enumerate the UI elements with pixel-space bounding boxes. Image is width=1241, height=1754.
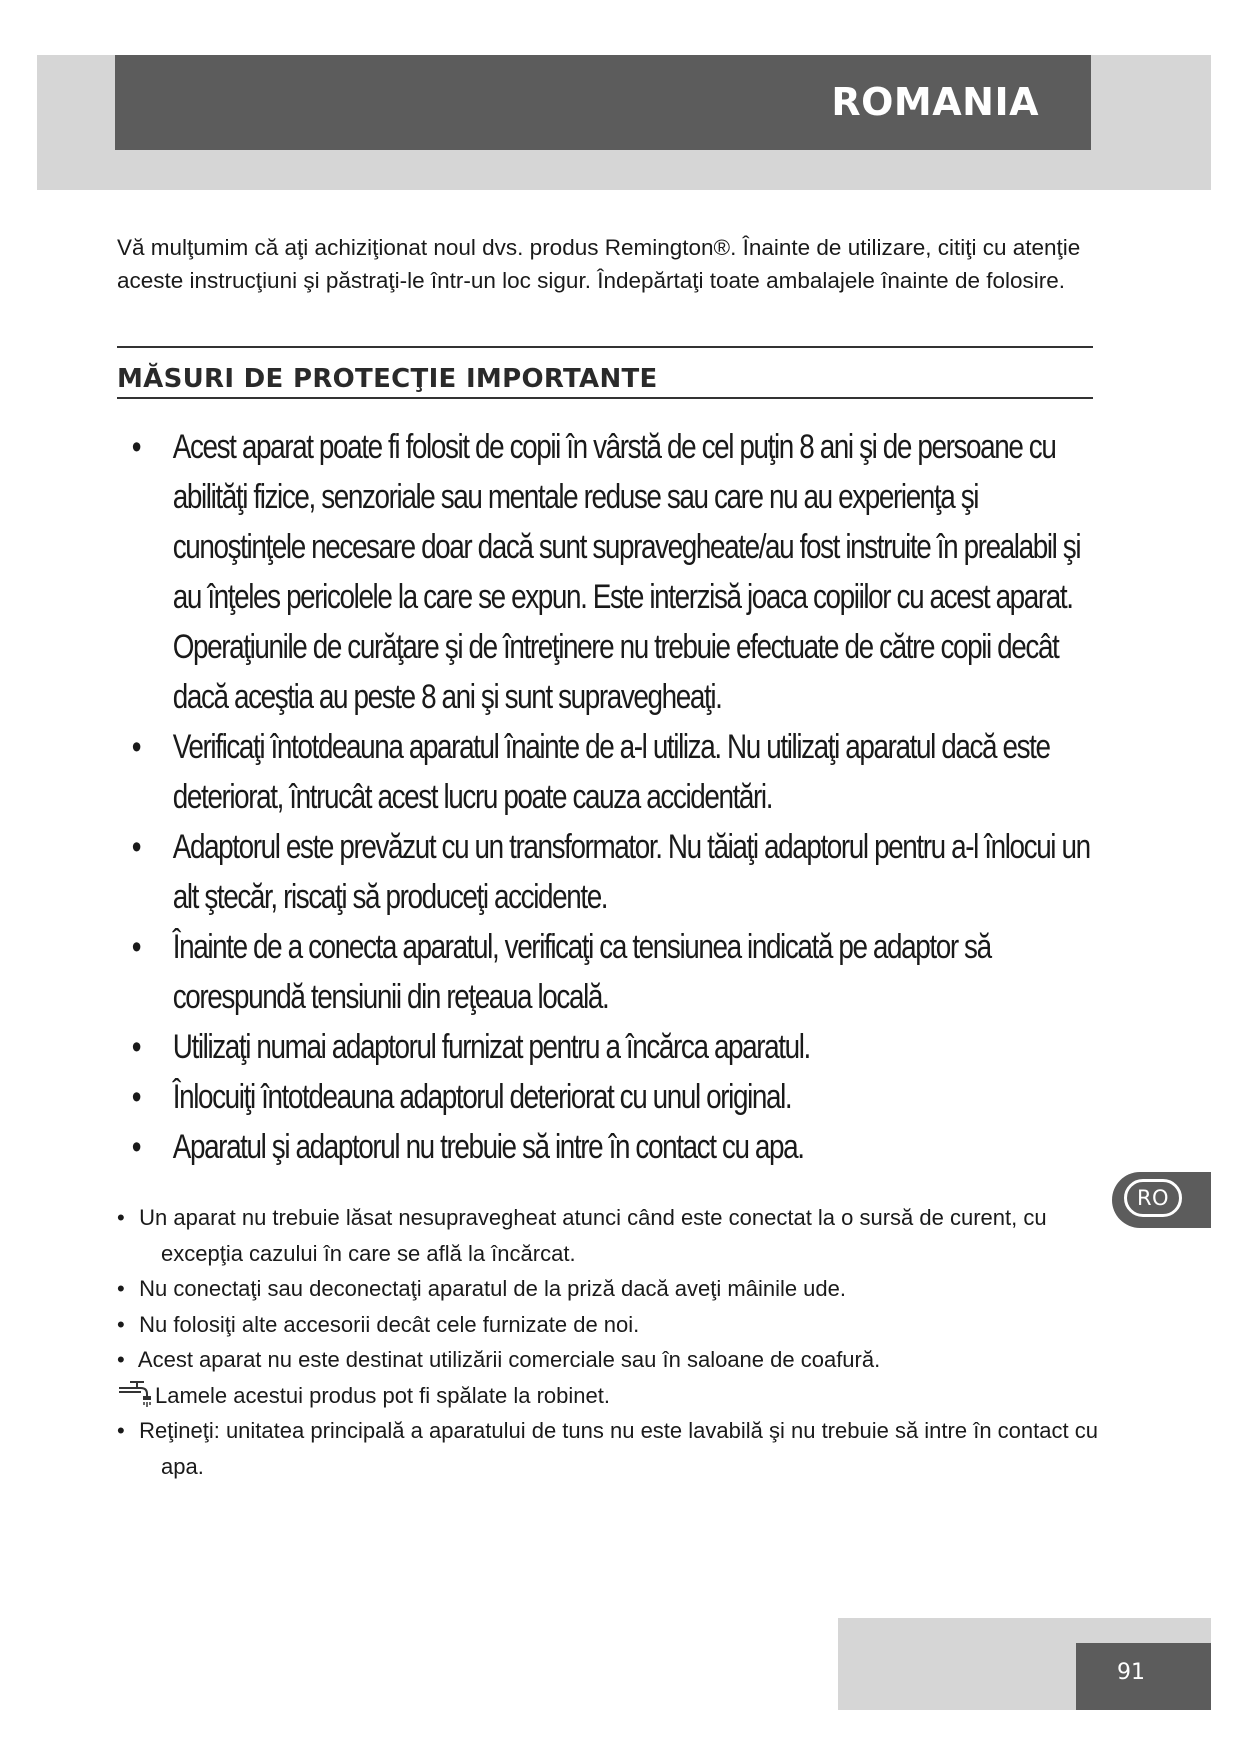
bullet-icon: •	[131, 1028, 142, 1066]
heading-top-rule	[117, 346, 1093, 348]
intro-paragraph: Vă mulţumim că aţi achiziţionat noul dvs. produs Remington®. Înainte de utilizare, citiţi cu atenţie aceste instrucţiuni şi păstraţi-le într-un loc sigur. Îndepărtaţi toate ambalajele înainte de folosire.	[117, 235, 1081, 293]
footer-page-box	[1076, 1643, 1211, 1710]
section-heading: MĂSURI DE PROTECŢIE IMPORTANTE	[117, 364, 658, 394]
list-item: • Înainte de a conecta aparatul, verificaţi ca tensiunea indicată pe adaptor să corespundă tensiunii din reţeaua locală.	[117, 922, 1101, 1022]
list-item: • Înlocuiţi întotdeauna adaptorul deteriorat cu unul original.	[117, 1072, 1101, 1122]
bullet-icon: •	[117, 1276, 125, 1301]
list-item: • Nu conectaţi sau deconectaţi aparatul de la priză dacă aveţi mâinile ude.	[117, 1271, 1107, 1307]
bullet-icon: •	[117, 1418, 125, 1443]
bullet-icon: •	[117, 1205, 125, 1230]
list-item: • Verificaţi întotdeauna aparatul înainte de a-l utiliza. Nu utilizaţi aparatul dacă este deteriorat, întrucât acest lucru poate cauza accidentări.	[117, 722, 1101, 822]
header-bar	[115, 55, 1091, 150]
list-item: • Adaptorul este prevăzut cu un transformator. Nu tăiaţi adaptorul pentru a-l înlocui un alt ştecăr, riscaţi să produceţi accidente.	[117, 822, 1101, 922]
list-item: • Acest aparat nu este destinat utilizării comerciale sau în saloane de coafură.	[117, 1342, 1107, 1378]
list-item: • Acest aparat poate fi folosit de copii în vârstă de cel puţin 8 ani şi de persoane cu abilităţi fizice, senzoriale sau mentale reduse sau care nu au experienţa şi cunoştinţele necesare doar dacă sunt supravegheate/au fost instruite în prealabil şi au înţeles pericolele la care se expun. Este interzisă joaca copiilor cu acest aparat. Operaţiunile de curăţare şi de întreţinere nu trebuie efectuate de către copii decât dacă aceştia au peste 8 ani şi sunt supravegheaţi.	[117, 422, 1101, 722]
bullet-icon: •	[131, 1128, 142, 1166]
tap-icon	[117, 1379, 155, 1409]
page-title: ROMANIA	[831, 80, 1039, 124]
bullet-icon: •	[117, 1311, 125, 1337]
tap-note: Lamele acestui produs pot fi spălate la robinet.	[117, 1378, 1107, 1414]
list-item: • Reţineţi: unitatea principală a aparatului de tuns nu este lavabilă şi nu trebuie să intre în contact cu apa.	[117, 1413, 1107, 1484]
list-item: • Utilizaţi numai adaptorul furnizat pentru a încărca aparatul.	[117, 1022, 1101, 1072]
bullet-icon: •	[131, 1078, 142, 1116]
language-badge: RO	[1124, 1179, 1182, 1217]
heading-bottom-rule	[117, 397, 1093, 399]
safety-list-large	[117, 422, 1101, 1172]
list-item: • Un aparat nu trebuie lăsat nesupravegheat atunci când este conectat la o sursă de curent, cu excepţia cazului în care se află la încărcat.	[117, 1200, 1107, 1271]
bullet-icon: •	[117, 1347, 125, 1372]
bullet-icon: •	[131, 728, 142, 766]
bullet-icon: •	[131, 928, 142, 966]
bullet-icon: •	[131, 428, 142, 466]
page-number: 91	[1117, 1660, 1145, 1685]
safety-list-small	[117, 1200, 1107, 1484]
language-tab	[1112, 1172, 1211, 1228]
bullet-icon: •	[131, 828, 142, 866]
list-item: • Nu folosiţi alte accesorii decât cele furnizate de noi.	[117, 1307, 1107, 1343]
list-item: • Aparatul şi adaptorul nu trebuie să intre în contact cu apa.	[117, 1122, 1101, 1172]
